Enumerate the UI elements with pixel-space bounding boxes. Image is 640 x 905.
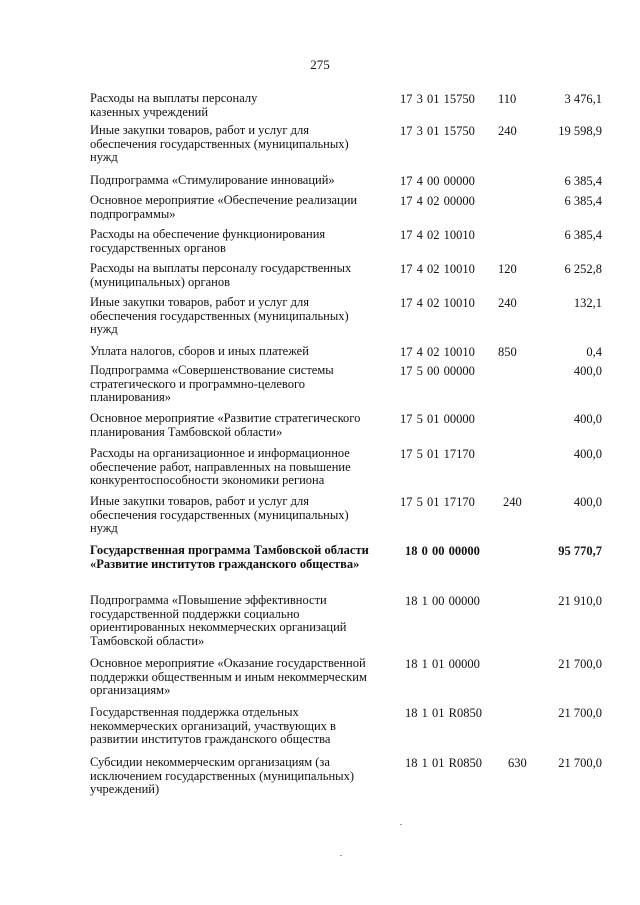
row-expense-type: 630 bbox=[508, 756, 527, 770]
row-code: 17 4 02 10010 bbox=[400, 345, 475, 359]
row-expense-type: 120 bbox=[498, 262, 517, 276]
row-code: 17 3 01 15750 bbox=[400, 124, 475, 138]
row-code: 17 5 01 00000 bbox=[400, 412, 475, 426]
row-code: 17 5 01 17170 bbox=[400, 495, 475, 509]
row-code: 17 4 02 10010 bbox=[400, 296, 475, 310]
row-amount: 6 385,4 bbox=[564, 228, 602, 242]
row-description: Уплата налогов, сборов и иных платежей bbox=[90, 344, 309, 358]
row-amount: 19 598,9 bbox=[558, 124, 602, 138]
row-amount: 6 385,4 bbox=[564, 174, 602, 188]
row-description: Расходы на выплаты персоналу казенных учреждений bbox=[90, 91, 258, 119]
row-description: Подпрограмма «Совершенствование системы стратегического и программно-целевого планирования» bbox=[90, 363, 334, 404]
scan-speck bbox=[340, 855, 342, 856]
row-code: 18 1 01 R0850 bbox=[405, 756, 482, 770]
row-amount: 21 700,0 bbox=[558, 657, 602, 671]
scan-speck bbox=[400, 824, 402, 825]
row-amount: 21 700,0 bbox=[558, 706, 602, 720]
row-description: Основное мероприятие «Оказание государственной поддержки общественным и иным некоммерческим организациям» bbox=[90, 656, 367, 697]
row-code: 17 4 00 00000 bbox=[400, 174, 475, 188]
row-code: 17 5 01 17170 bbox=[400, 447, 475, 461]
row-amount: 21 700,0 bbox=[558, 756, 602, 770]
row-amount: 400,0 bbox=[573, 495, 602, 509]
row-description: Расходы на организационное и информационное обеспечение работ, направленных на повышение конкурентоспособности экономики региона bbox=[90, 446, 351, 487]
row-code: 17 5 00 00000 bbox=[400, 364, 475, 378]
row-amount: 6 385,4 bbox=[564, 194, 602, 208]
row-code: 17 3 01 15750 bbox=[400, 92, 475, 106]
row-description: Государственная поддержка отдельных некоммерческих организаций, участвующих в развитии институтов гражданского общества bbox=[90, 705, 336, 746]
row-description: Основное мероприятие «Развитие стратегического планирования Тамбовской области» bbox=[90, 411, 361, 439]
row-description: Иные закупки товаров, работ и услуг для обеспечения государственных (муниципальных) нужд bbox=[90, 494, 349, 535]
row-description: Расходы на выплаты персоналу государственных (муниципальных) органов bbox=[90, 261, 352, 289]
row-code: 17 4 02 00000 bbox=[400, 194, 475, 208]
row-amount: 21 910,0 bbox=[558, 594, 602, 608]
row-amount: 6 252,8 bbox=[564, 262, 602, 276]
row-amount: 3 476,1 bbox=[564, 92, 602, 106]
page-number: 275 bbox=[310, 57, 330, 72]
row-expense-type: 240 bbox=[498, 124, 517, 138]
row-expense-type: 110 bbox=[498, 92, 517, 106]
row-code: 17 4 02 10010 bbox=[400, 228, 475, 242]
row-code: 18 1 01 R0850 bbox=[405, 706, 482, 720]
row-expense-type: 240 bbox=[503, 495, 522, 509]
row-code: 17 4 02 10010 bbox=[400, 262, 475, 276]
row-code: 18 0 00 00000 bbox=[405, 544, 480, 558]
row-description: Основное мероприятие «Обеспечение реализации подпрограммы» bbox=[90, 193, 358, 221]
row-description: Субсидии некоммерческим организациям (за исключением государственных (муниципальных) учреждений) bbox=[90, 755, 354, 796]
row-code: 18 1 00 00000 bbox=[405, 594, 480, 608]
row-amount: 0,4 bbox=[586, 345, 602, 359]
row-description: Иные закупки товаров, работ и услуг для обеспечения государственных (муниципальных) нужд bbox=[90, 295, 349, 336]
row-description: Подпрограмма «Повышение эффективности государственной поддержки социально ориентированных некоммерческих организаций Тамбовской области» bbox=[90, 593, 347, 648]
row-expense-type: 850 bbox=[498, 345, 517, 359]
row-amount: 400,0 bbox=[573, 412, 602, 426]
row-amount: 95 770,7 bbox=[558, 544, 602, 558]
row-description: Подпрограмма «Стимулирование инноваций» bbox=[90, 173, 335, 187]
row-description: Иные закупки товаров, работ и услуг для обеспечения государственных (муниципальных) нужд bbox=[90, 123, 349, 164]
row-description: Государственная программа Тамбовской области «Развитие институтов гражданского общества» bbox=[90, 543, 369, 571]
row-code: 18 1 01 00000 bbox=[405, 657, 480, 671]
row-amount: 400,0 bbox=[573, 364, 602, 378]
row-description: Расходы на обеспечение функционирования государственных органов bbox=[90, 227, 326, 255]
row-amount: 132,1 bbox=[573, 296, 602, 310]
row-expense-type: 240 bbox=[498, 296, 517, 310]
row-amount: 400,0 bbox=[573, 447, 602, 461]
